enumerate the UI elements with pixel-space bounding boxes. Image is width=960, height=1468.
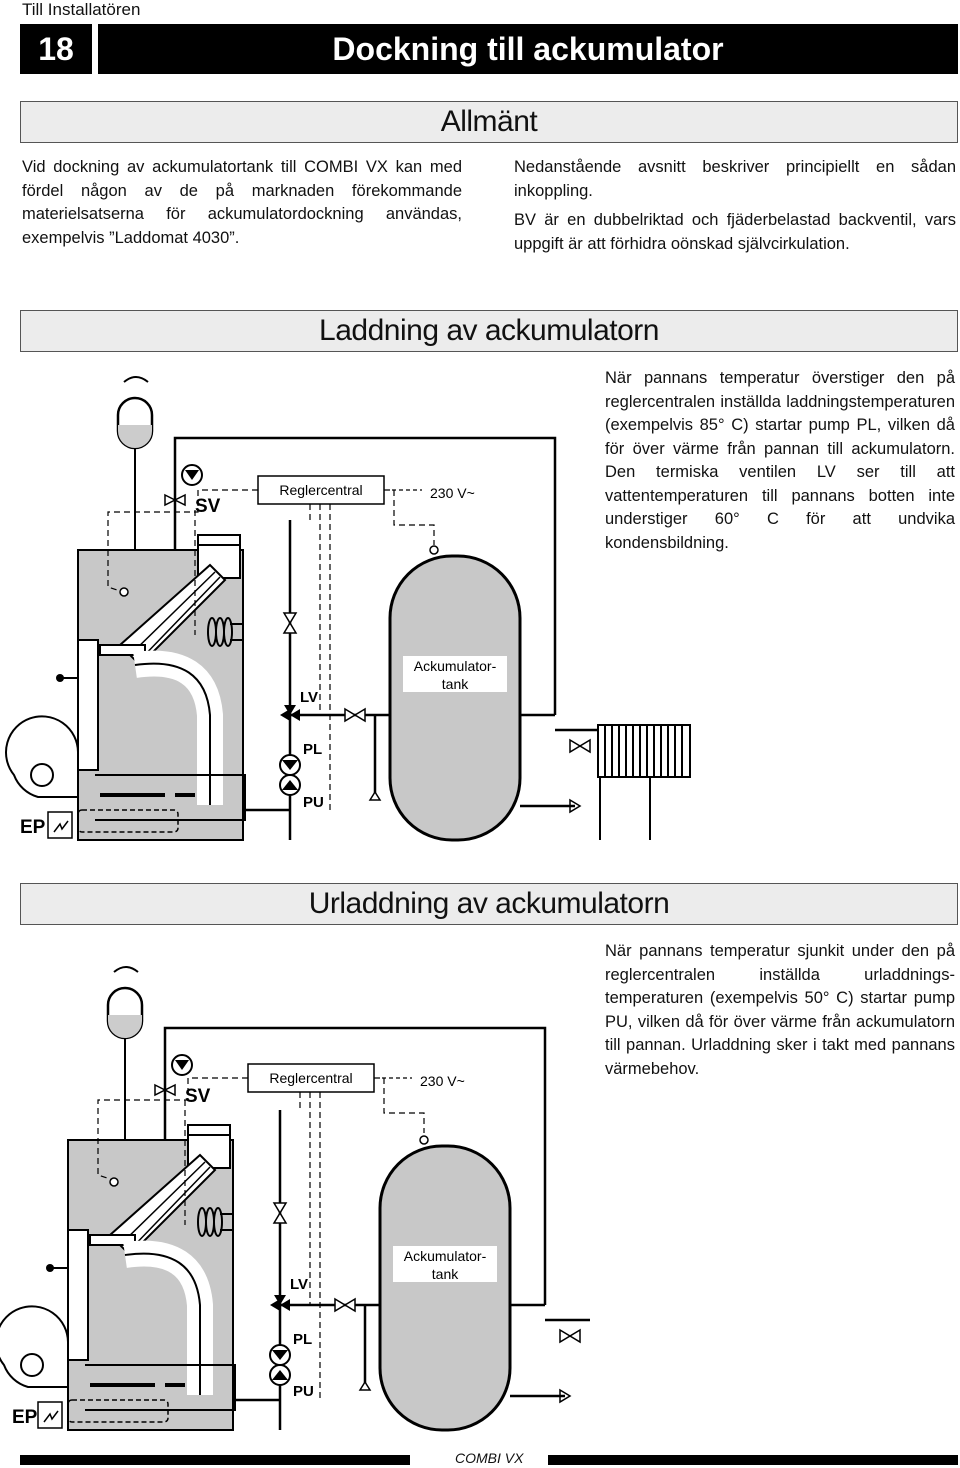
controller-label: Reglercentral	[269, 1070, 353, 1086]
section-heading-discharging: Urladdning av ackumulatorn	[20, 883, 958, 925]
page-number: 18	[20, 24, 92, 74]
fan	[6, 716, 78, 797]
general-right-text	[514, 156, 956, 256]
safety-valve-sv	[155, 1055, 211, 1107]
boiler	[46, 1125, 235, 1430]
electric-heater-ep	[12, 1402, 62, 1428]
general-right-paragraph-2: BV är en dubbelriktad och fjäderbelastad backventil, vars uppgift är att förhidra oönskad självcirkulation.	[514, 211, 956, 253]
electric-heater-ep	[20, 812, 72, 838]
ep-label: EP	[20, 817, 46, 838]
pl-label: PL	[293, 1331, 313, 1348]
page-title: Dockning till ackumulator	[98, 24, 958, 74]
charging-diagram	[0, 370, 960, 845]
tank-label-1: Ackumulator-	[413, 658, 497, 674]
controller-label: Reglercentral	[279, 482, 363, 498]
lv-label: LV	[290, 1276, 309, 1293]
general-right-paragraph-1: Nedanstående avsnitt beskriver principiellt en sådan inkoppling.	[514, 158, 956, 200]
footer-bar-left	[20, 1455, 410, 1465]
discharging-diagram	[0, 960, 960, 1440]
footer-bar-right	[548, 1455, 958, 1465]
accumulator-tank	[380, 1146, 510, 1430]
section-heading-general: Allmänt	[20, 101, 958, 143]
tank-label-1: Ackumulator-	[403, 1248, 487, 1264]
tank-label-2: tank	[441, 676, 469, 692]
boiler	[56, 535, 245, 840]
section-heading-charging: Laddning av ackumulatorn	[20, 310, 958, 352]
fan	[0, 1306, 68, 1387]
sv-label: SV	[195, 496, 221, 517]
accumulator-tank	[390, 556, 520, 840]
running-head: Till Installatören	[22, 0, 141, 19]
general-left-paragraph: Vid dockning av ackumulatortank till COMBI VX kan med fördel någon av de på marknaden förekommande materielsatserna för ackumulatordockning användas, exempelvis ”Laddomat 4030”.	[22, 158, 462, 247]
pl-label: PL	[303, 741, 323, 758]
tank-label-2: tank	[431, 1266, 459, 1282]
charging-paragraph: När pannans temperatur överstiger den på reglercentralen inställda laddningstemperaturen (exempelvis 85° C) startar pump PL, vilken då för över värme från pannan till ackumulatorn. Den termiska ventilen LV ser till att vattentemperaturen till pannans botten inte understiger 60° C för att undvika kondensbildning.	[605, 369, 955, 552]
pu-label: PU	[303, 794, 324, 811]
lv-label: LV	[300, 689, 319, 706]
footer-label: COMBI VX	[455, 1450, 524, 1466]
pu-label: PU	[293, 1383, 314, 1400]
voltage-label: 230 V~	[420, 1073, 465, 1089]
general-left-text	[22, 156, 462, 250]
expansion-vessel	[108, 967, 142, 1140]
radiator	[520, 725, 690, 840]
ep-label: EP	[12, 1407, 38, 1428]
discharging-paragraph: När pannans temperatur sjunkit under den på reglercentralen inställda urladdningstemperaturen (exempelvis 50° C) startar pump PU, vilken då för över värme från ackumulatorn till pannan. Urladdning sker i takt med pannans värmebehov.	[605, 942, 955, 1078]
expansion-vessel	[118, 377, 152, 550]
voltage-label: 230 V~	[430, 485, 475, 501]
safety-valve-sv	[165, 465, 221, 517]
sv-label: SV	[185, 1086, 211, 1107]
